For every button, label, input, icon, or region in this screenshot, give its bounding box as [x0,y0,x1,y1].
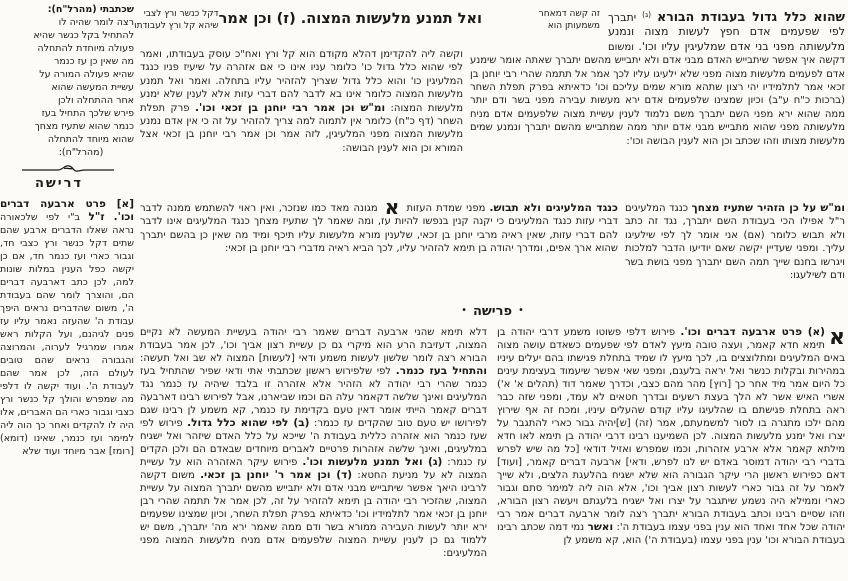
header-bullet-left: • [461,305,467,316]
text-run: פירוש לפי שעז כנמר הוא אזהרה כללית בעבודת ה' שייכא על כלל האדם שיזהר ואל ישגיח במלעיגים, ואינך שלשה אזהרות פרטיים לאברים מיוחדים שבאדם הם ולכן הקדים עז כנמר: [140,418,487,468]
text-run: (ב) לפי שהוא כלל גדול. [187,417,310,429]
text-run: (א) פרט ארבעה דברים וכו'. [680,326,825,338]
text-run: ואשר [587,521,614,533]
text-line: שיהא קל ורץ לעבודתו [134,21,219,31]
dibur-hamatchil-val-timna: ואל תמנע מלעשות המצוה. (ז) וכן אמר [218,11,482,27]
header-bullet-right: • [518,305,524,316]
text-run: פרק תפלת השחר (דף כ"ח) כלומר אין לתמוה למה צריך להזהיר על זה כי אין אדם נמנע מלעשות המצוה מפני המלעיגין, לזה אמר וכן אמר רבי יוחנן בן זכאי אצל המורא וכן הוא לענין הבושה: [140,102,463,154]
text-run: וקשה ליה להקדימן דהלא מקודם הוא קל ורץ ואח"כ עוסק בעבודתו, ואמר לפי שהוא כלל גדול כו' כלומר עניו אינו כי אם אזהרה על שיעיז פניו כנגד המלעיגין כו' והוא כלל גדול שצריך להזהיר עליו בתחלה. ואמר ואל תמנע מלעשות המצוה כלומר אינו בא לדבר להם דברי עזות אלא לענין שלא ימנע מלעשות המצוה: [140,49,463,114]
text-line: זה קשה דמאחר [538,9,600,19]
text-line: פעולה מיוחדת להתחלה [37,43,134,54]
text-run: פירוש דלפי פשוטו משמע דרבי יהודה בן תימא חדא קאמר, ועצה טובה מיעץ לאדם לפי שפעמים כשאדם עושה מצוה באים המלעיגים ומתלוצצים בו, לכך מיעץ לו שמיד בתחלת פגישתו בהם יעלים עיניו במהירות ובקלות כנשר ואל יראה בלעגם, ומפני שאי אפשר שיעמוד בעצימת עינים כל היום אמר מיד אחר כך [רוץ] מהר מהם כצבי, וכדרך שאמר דוד (תהלים א' א') אשרי האיש אשר לא הלך בעצת רשעים ובדרך חטאים לא עמד, ומפני שזה כבר ראה בתחלת פגישתם בו שהלעיגו עליו קודם שהעלים עיניו, ומכח זה אף שירוץ מהם ילכו מתגרה בו לסור למשמעתם, אמר (זה) [ש]יהיה גבור כארי להתגבר על יצרו ואל ימנע מלעשות המצוה. לכן השמיענו רבינו דרבי יהודה בן תימא לאו חדא מילתא קאמר אלא ארבע אזהרות, וכמו שמפרש ואזיל דודאי [כל מה שיש לפרש בדברי רבי יהודה דמוסר באדם יש לנו לפרש, ודאי] ארבעה דברים קאמר, [ועוד] דאם כפירוש ראשון הרי עיקר הגבורה הוא שלא ישגיח בהלעגת הלצים, ולא שייך לאמר על זה גבור כארי לעשות רצון אביך וכו', אלא הוה ליה למימר סתם וגבור כארי וממילא היה נשמע שיתגבר על יצרו ואל ישגיח בלעגתם ויעשה רצון הבורא, וזהו שסיים רבינו וכתב בעבודת הבורא יתברך רצה לומר ארבעה דברים אמר רבי יהודה שכל אחד ואחד הוא ענין בפני עצמו בעבודת ה': [497,327,845,533]
text-run: ב"י לפי שלכאורה נראה שאלו הדברים ארבע שהם שתים דקל כנשר ורץ כצבי חד, וגבור כארי ועז כנמר חד, אם כן יקשה כפל הענין במלות שונות למה, לכן כתב דארבעה דברים הם, והוצרך לומר שהם בעבודת ה', משום שהדברים נראים היפך עבודת ה' שהעזה נאמר עליו עז פנים לגיהנם, ועל הקלות ראש אמרו שמרגיל לערוה, והמרוצה והגבורה נראים שהם טובים לעולם הזה, לכן אמר שהם לעבודת ה'. ועוד יקשה לו דלפי מה שמפרש והולך קל כנשר ורץ כצבי וגבור כארי הם האברים, אלו היה לו להקדים ואחר כך הוה ליה למימר ועז כנמר, שאינו (דומא) [רומז] אבר מיוחד ועוד שלא [0,212,134,457]
text-run: יתברך לפי שפעמים אדם חפץ לעשות מצוה ונמנע מלעשותה מפני בני אדם שמלעיגין עליו וכו'. [608,11,845,53]
text-line: משמעותן הוא [547,21,600,31]
drisha-note [0,198,134,578]
text-run: והתחיל בעז כנמר. [395,365,487,377]
top-right-column [470,8,845,200]
top-left-lower-band [140,202,618,304]
prisha-title: פרישה [473,304,512,319]
text-line: רצה לומר שהיה לו [58,17,134,28]
text-run: מגונה מאד כמו שנזכר, ואין ראוי להשתמש ממנה לדבר דברי עזות כנגד המלעיגים כי יקנה קנין בנפשו להיות עז, ומה שאמר לך שתעיז מצחך כנגד המלעיגים אינו לדבר להם דברי עזות, שאין ראיה מרבי יוחנן בן זכאי, שלענין מורא מלעשות עליו תיכף ומיד מה שאין כן בהשם יתברך שהוא ארך אפים, ומדרך יהודה בן תימא להזהיר עליו, לכך הביא ראיה מדברי רבי יוחנן בן זכאי: [140,203,618,255]
text-line: שכתבתי (מהרל"ח): [47,4,134,15]
text-run: שהוא כלל גדול בעבודת הבורא [657,9,845,24]
prisha-right-column [497,326,845,578]
text-run: ומשום דקשה איך אפשר שיתבייש האדם מבני אדם ולא יתבייש מהשם יתברך שאתה אומר שימנע אדם לפעמים מלעשות מצוה מפני שלא ילעיגו עליו לכך אמר אל תתמה שהרי רבי יוחנן בן זכאי אמר לתלמידיו יהי רצון שתהא מורא שמים עליכם וכו' כדאיתא בפרק תפלת השחר (ברכות כ"ח ע"ב) וכיון שמצינו שלפעמים אדם ירא מעשות עבירה מפני בשר ודם יותר ממה שהוא ירא מפני השם יתברך משם נלמוד לענין עשיית מצוה שלפעמים אדם מניח מלעשותה מפני שהוא מתבייש מבני אדם יותר ממה שמתבייש מהשם יתברך ונמנע שמים מלעשות מצותו וזהו שכתב וכן הוא לענין הבושה וכו': [470,41,845,147]
text-line: מה שאין כן עז כנמר [53,56,134,67]
text-line: שהוא מיוחד להתחלה [47,134,134,145]
left-margin-commentary [0,0,136,581]
top-left-column [140,48,463,200]
prisha-left-column [140,326,487,558]
quote-indent-spacer [470,8,608,48]
main-text-area [134,0,845,581]
text-line: כנמר שהוא שתעיז מצחך [34,121,134,132]
text-line: (מהרל"ח): [58,147,104,158]
text-run: ומ"ש על כן הזהיר שתעיז מצחך [691,202,845,214]
section-letter-alef: א [828,326,845,350]
text-line: דקל כנשר ורץ לצבי [143,9,219,19]
text-run: (ג) [642,10,652,19]
text-line: עשיית המעשה שהוא [51,82,134,93]
text-run: משום דקשה לרבינו היאך אפשר שיתבייש מבני אדם ולא יתבייש מהשם יתברך המצוה על עשיית המצוה, שהזכיר רבי יהודה בן תימא להזהיר על זה, לכן אמר אל תתמה שהרי רבן יוחנן בן זכאי אמר לתלמידיו וכו' כדאיתא בפרק תפלת השחר, וכיון שמצינו שפעמים ירא יותר לעשות העבירה ממורא בשר ודם ממה שאמר ירא מה' יתברך, משם יש ללמוד גם כן לענין עשיית המצוה שלפעמים אדם מניח מלעשות המצוה מפני המלעיגים: [140,470,487,558]
text-run: כנגד המלעיגים ר"ל אפילו הכי בעבודת השם יתברך, נגד זה כתב ולא תבוש כלומר (אם) אני אומר לך לפי שילעיגו עליך. ומפני שעדיין יקשה שאם יודיעו הדבר למלכות ויגרשו בחנם שייך תמה השם יתברך מפני בושת בשר ודם לשילעגו: [625,203,845,282]
text-run: מפני שמדת העזות [406,203,486,214]
drisha-header: דרישה [34,176,84,191]
header-left-fragment [101,8,219,32]
text-run: (ג) ואל תמנע מלעשות וכו'. [302,456,443,468]
text-line: אחר ההתחלה ולכן [57,95,134,106]
text-line: שהיא פעולה המורה על [39,69,134,80]
text-line: להתחיל בקל כנשר שהיא [33,30,134,41]
text-line: פירש שלכך התחיל בעז [41,108,134,119]
text-run: [א] פרט ארבעה דברים וכו'. ז"ל [0,198,134,223]
inline-section-letter: א [384,202,400,219]
text-run: לפי שלפירוש ראשון שכתבתי אתי ודאי שפיר שהתחיל בעז כנמר שהרי רבי יהודה לא הזהיר אלא אזהרה זו בלבד שיהיה עז כנמר נגד המלעיגים ואינך שלשה דקאמר עלה הם וכמו שביארנו, אבל לפירוש רבינו דארבעה דברים קאמר הייתי אומר דאין טעם בקדימת עז כנמר, קא משמע לן רבינו שגם לפירושו יש טעם טוב שהקדים עז כנמר: [140,366,487,429]
text-run: פירוש עיקר האזהרה הוא על עשיית המצוה לא על מניעת החטא: [140,457,487,481]
top-right-lower-band [625,202,845,304]
text-run: (ד) וכן אמר ר' יוחנן בן זכאי. [200,469,353,481]
text-run: כנגד המלעיגים ולא תבוש. [489,202,618,214]
prisha-note-alef [497,327,845,546]
text-run: ומ"ש וכן אמר רבי יוחנן בן זכאי וכו'. [194,101,386,114]
text-run: נמי דמה שכתב רבינו בעבודת הבורא וכו' ענין בפני עצמו (בעבודת ה') הוא, קא משמע לן [497,522,845,546]
prisha-header [140,304,845,319]
text-run: דלא תימא שהני ארבעה דברים שאמר רבי יהודה בעשיית המעשה לא נקיים המצוה, דעזיבת הרע הוא מיקרי גם כן עשיית רצון אביך וכו', לכן אמר בעבודת הבורא רצה לומר שלשון לעשות משמע ודאי [לעשות] המצוה לא שב ואל תעשה: [140,327,487,364]
